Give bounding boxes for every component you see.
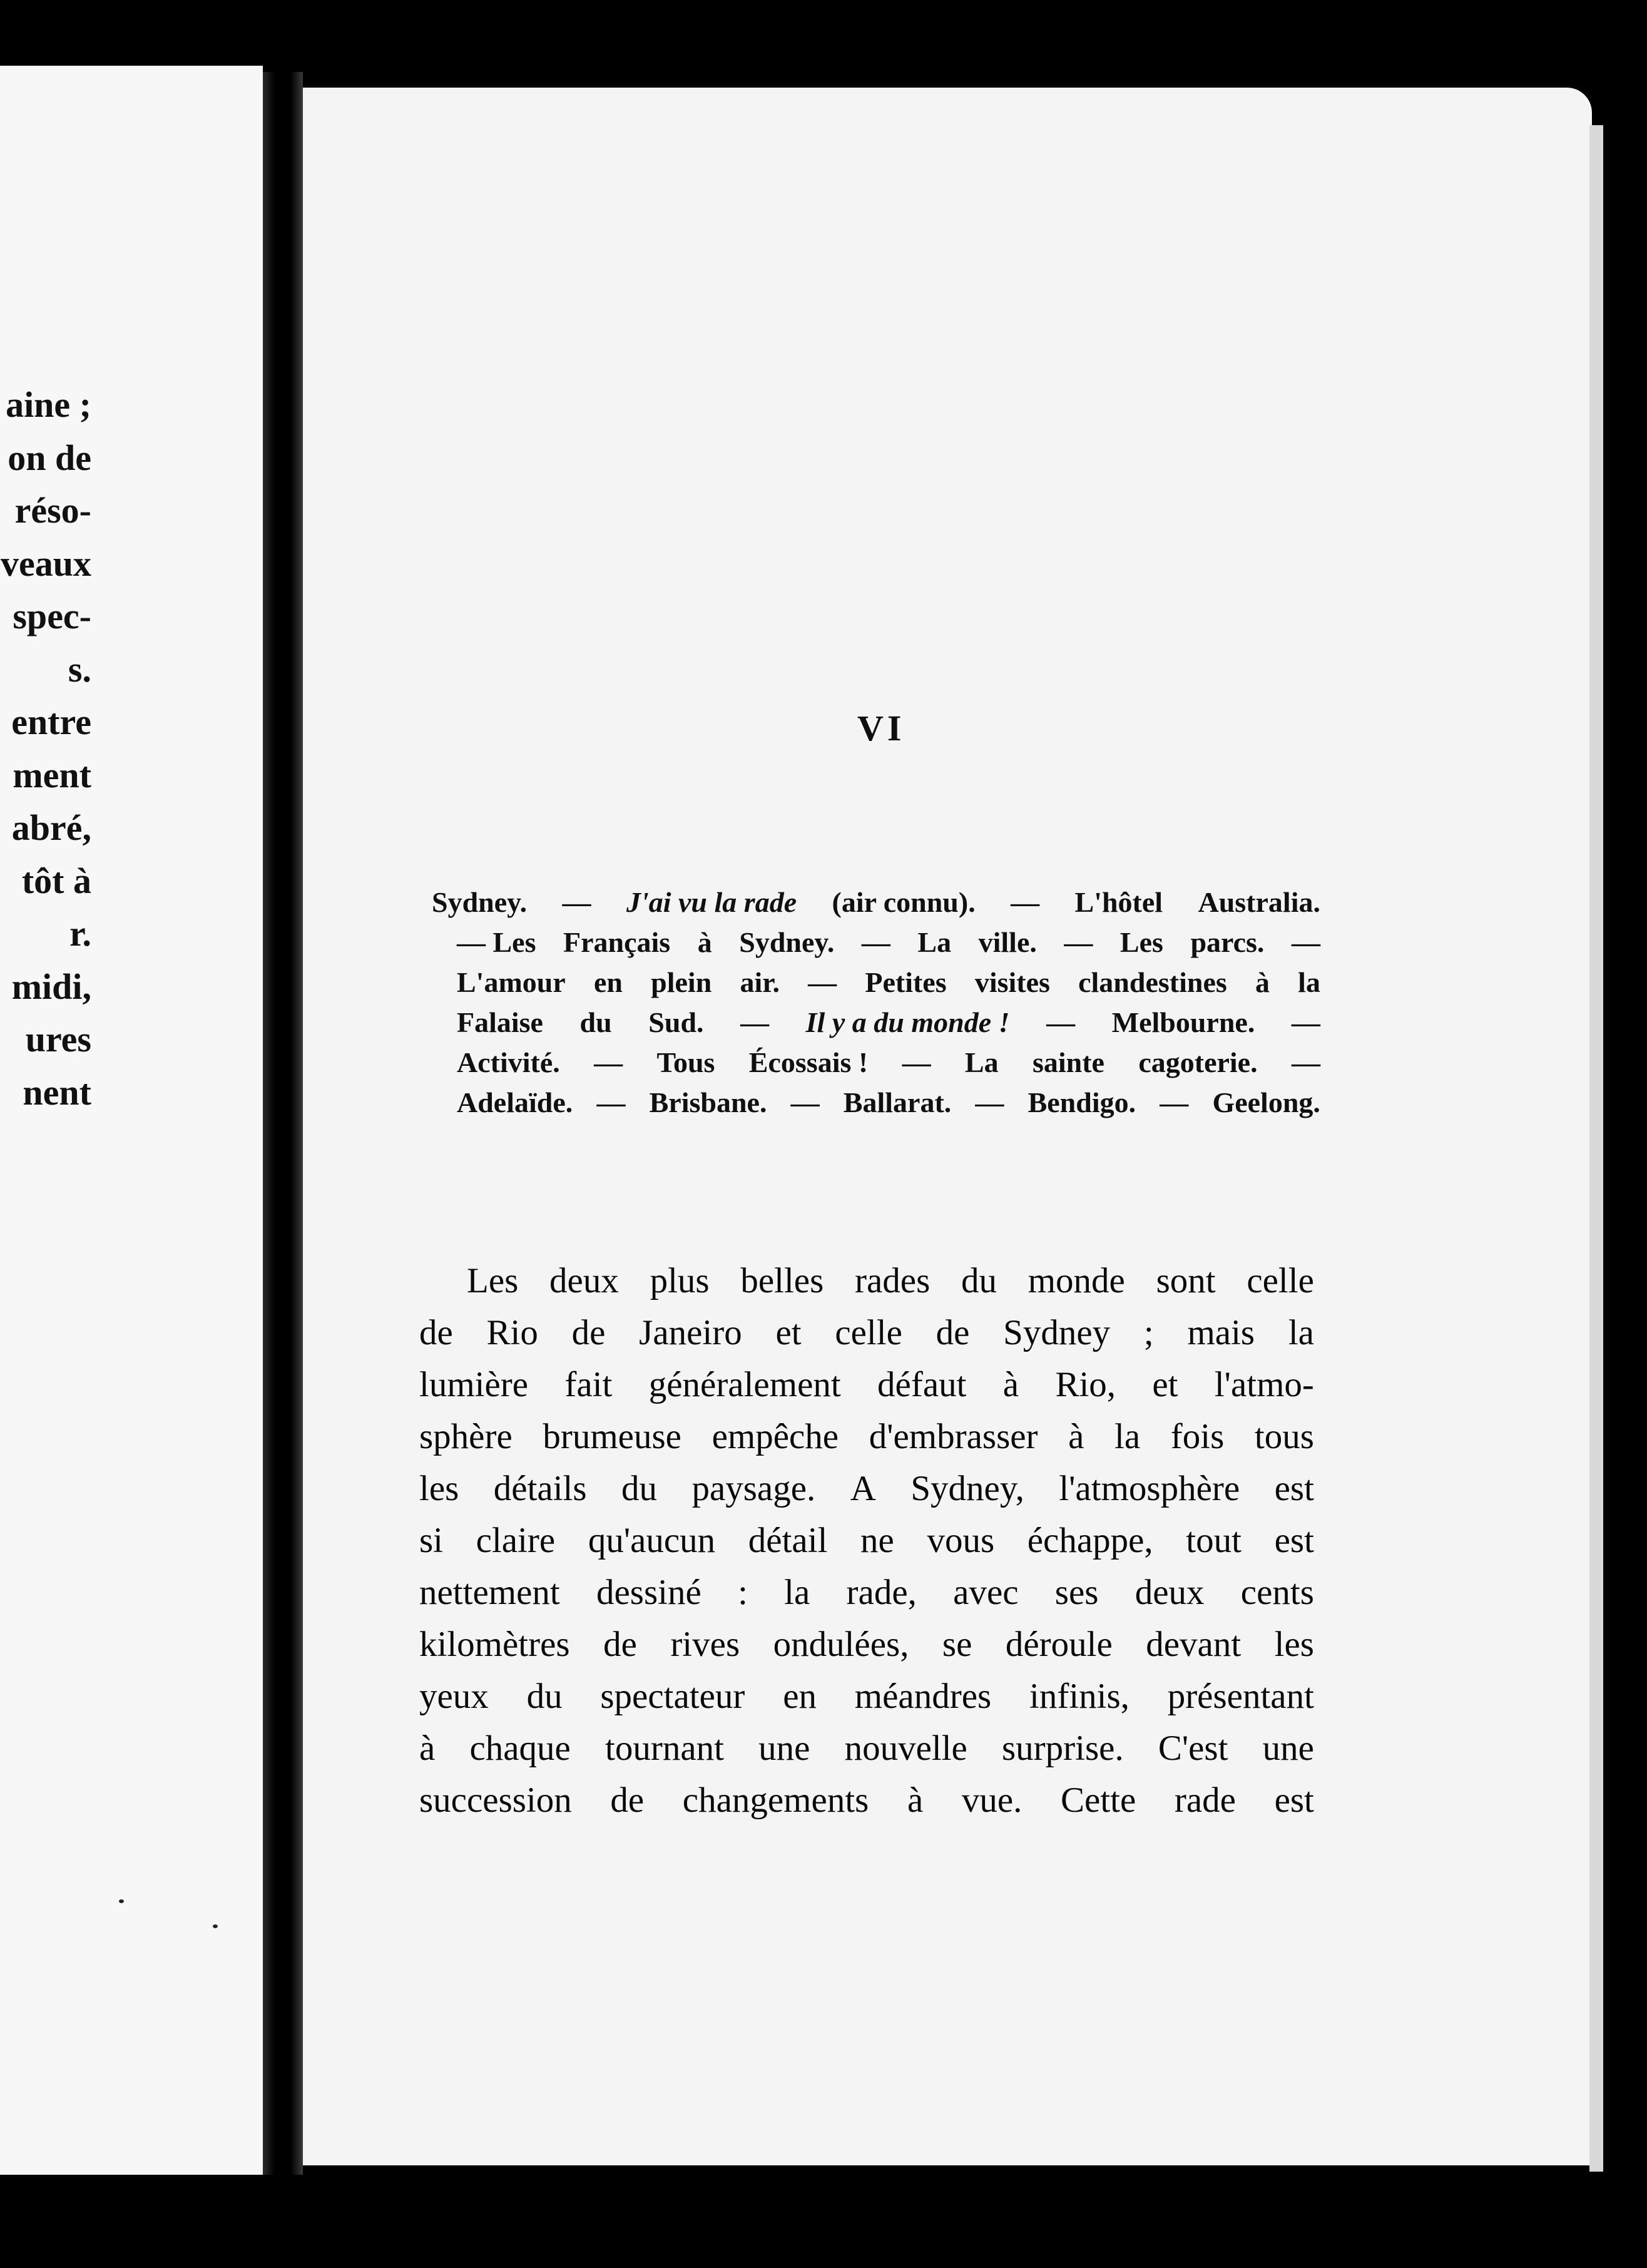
body-word: qu'aucun [588, 1521, 716, 1560]
chapter-summary [432, 882, 1320, 1123]
summary-word: L'amour [457, 966, 566, 998]
summary-word: Geelong. [1212, 1086, 1320, 1118]
summary-word: à [697, 926, 712, 958]
summary-word: air. [740, 966, 780, 998]
text-line: s. [68, 648, 91, 690]
body-word: les [1274, 1625, 1314, 1664]
body-word: kilomètres [419, 1625, 570, 1664]
summary-word: — [562, 886, 591, 918]
body-word: à [419, 1729, 436, 1768]
body-word: à [1002, 1365, 1019, 1404]
body-word: mais [1187, 1313, 1255, 1352]
body-word: dessiné [596, 1573, 701, 1612]
summary-word: La [964, 1046, 999, 1078]
summary-word: — [902, 1046, 931, 1078]
text-line: veaux [1, 543, 91, 584]
body-word: généralement [648, 1365, 841, 1404]
body-word: présentant [1167, 1677, 1314, 1716]
previous-page [0, 66, 263, 2175]
body-word: vue. [961, 1780, 1022, 1820]
body-word: de [936, 1313, 970, 1352]
body-word: fois [1170, 1417, 1225, 1456]
chapter-number: VI [857, 708, 905, 748]
body-word: belles [740, 1261, 824, 1300]
text-line: r. [69, 913, 91, 954]
summary-word: visites [974, 966, 1050, 998]
body-word: claire [476, 1521, 556, 1560]
body-word: celle [835, 1313, 902, 1352]
summary-word: Sud. [648, 1006, 704, 1038]
summary-word: — [1046, 1006, 1076, 1038]
summary-word: — [594, 1046, 623, 1078]
current-page [303, 88, 1592, 2165]
body-word: si [419, 1521, 444, 1560]
body-word: rades [855, 1261, 931, 1300]
body-word: Les [467, 1261, 519, 1300]
text-line: midi, [11, 966, 91, 1007]
body-line [419, 1670, 1314, 1722]
summary-line [432, 922, 1320, 963]
summary-word: plein [651, 966, 712, 998]
body-word: à [907, 1780, 924, 1820]
summary-italic: J'ai vu la rade [626, 886, 797, 918]
body-word: Rio [486, 1313, 538, 1352]
body-word: une [758, 1729, 810, 1768]
body-word: succession [419, 1780, 572, 1820]
body-word: les [419, 1469, 459, 1508]
body-line [419, 1255, 1314, 1307]
body-word: l'atmosphère [1059, 1469, 1240, 1508]
body-line [419, 1411, 1314, 1463]
body-word: Janeiro [639, 1313, 742, 1352]
body-word: empêche [711, 1417, 839, 1456]
body-word: de [571, 1313, 606, 1352]
body-line [419, 1566, 1314, 1618]
body-word: la [1288, 1313, 1314, 1352]
text-line: entre [11, 702, 91, 742]
body-word: rives [670, 1625, 740, 1664]
text-line: abré, [11, 807, 91, 848]
body-word: rade [1174, 1780, 1236, 1820]
body-word: et [775, 1313, 802, 1352]
body-line [419, 1463, 1314, 1515]
summary-word: Sydney. [739, 926, 835, 958]
summary-line [432, 1083, 1320, 1123]
summary-italic: Il y a du monde ! [805, 1006, 1010, 1038]
previous-page-text [0, 379, 91, 1119]
summary-word: en [593, 966, 623, 998]
body-word: déroule [1005, 1625, 1113, 1664]
body-word: détail [748, 1521, 828, 1560]
summary-word: — [808, 966, 837, 998]
body-word: à [1068, 1417, 1084, 1456]
body-line [419, 1515, 1314, 1566]
body-word: sont [1156, 1261, 1216, 1300]
body-word: est [1274, 1780, 1314, 1820]
body-word: celle [1247, 1261, 1314, 1300]
body-word: Sydney, [910, 1469, 1024, 1508]
body-word: est [1274, 1469, 1314, 1508]
body-word: vous [927, 1521, 995, 1560]
summary-word: Tous [656, 1046, 715, 1078]
body-word: : [738, 1573, 748, 1612]
summary-word: — [1064, 926, 1093, 958]
summary-word: Français [563, 926, 671, 958]
body-word: est [1274, 1521, 1314, 1560]
body-word: rade, [846, 1573, 917, 1612]
summary-word: Adelaïde. [457, 1086, 573, 1118]
body-line [419, 1359, 1314, 1411]
summary-word: — [861, 926, 890, 958]
book-spine [263, 72, 303, 2175]
summary-line [432, 1043, 1320, 1083]
body-word: et [1152, 1365, 1178, 1404]
body-word: plus [650, 1261, 710, 1300]
summary-word: Brisbane. [649, 1086, 767, 1118]
body-word: changements [682, 1780, 869, 1820]
summary-word: L'hôtel [1074, 886, 1163, 918]
body-word: cents [1240, 1573, 1314, 1612]
body-word: du [526, 1677, 563, 1716]
body-word: avec [953, 1573, 1019, 1612]
body-word: ne [860, 1521, 894, 1560]
body-word: une [1262, 1729, 1314, 1768]
summary-word: — [1291, 926, 1320, 958]
ink-speck [213, 1924, 218, 1928]
body-word: de [610, 1780, 645, 1820]
body-word: devant [1146, 1625, 1242, 1664]
body-word: paysage. [691, 1469, 816, 1508]
summary-word: Sydney. [432, 886, 528, 918]
body-word: Rio, [1055, 1365, 1116, 1404]
body-word: sphère [419, 1417, 512, 1456]
body-word: monde [1027, 1261, 1125, 1300]
body-line [419, 1307, 1314, 1359]
ink-speck [119, 1899, 124, 1903]
body-word: lumière [419, 1365, 529, 1404]
body-word: nouvelle [844, 1729, 967, 1768]
body-word: brumeuse [543, 1417, 681, 1456]
body-word: tournant [605, 1729, 724, 1768]
summary-word: Les [1119, 926, 1163, 958]
text-line: tôt à [21, 860, 91, 901]
body-word: de [603, 1625, 637, 1664]
body-word: infinis, [1029, 1677, 1129, 1716]
text-line: nent [23, 1071, 91, 1113]
body-word: méandres [854, 1677, 992, 1716]
body-word: d'embrasser [869, 1417, 1038, 1456]
summary-word: sainte [1032, 1046, 1104, 1078]
body-word: en [783, 1677, 817, 1716]
summary-word: à [1255, 966, 1270, 998]
summary-word: du [579, 1006, 612, 1038]
summary-word: (air connu). [832, 886, 976, 918]
body-word: défaut [877, 1365, 967, 1404]
body-word: du [961, 1261, 997, 1300]
body-word: l'atmo- [1214, 1365, 1314, 1404]
summary-word: Melbourne. [1111, 1006, 1255, 1038]
summary-word: — [1160, 1086, 1189, 1118]
body-word: tous [1254, 1417, 1314, 1456]
summary-word: cagoterie. [1138, 1046, 1258, 1078]
summary-word: Bendigo. [1027, 1086, 1136, 1118]
summary-word: clandestines [1078, 966, 1227, 998]
summary-word: — [1011, 886, 1040, 918]
body-word: ses [1054, 1573, 1099, 1612]
summary-word: — Les [457, 926, 536, 958]
body-word: échappe, [1027, 1521, 1153, 1560]
summary-word: — [1291, 1006, 1320, 1038]
summary-word: — [740, 1006, 770, 1038]
text-line: réso- [14, 490, 91, 531]
summary-word: — [975, 1086, 1004, 1118]
body-line [419, 1722, 1314, 1774]
text-line: spec- [13, 596, 91, 636]
body-line [419, 1774, 1314, 1826]
text-line: ures [25, 1019, 91, 1060]
summary-word: Petites [865, 966, 947, 998]
summary-word: parcs. [1190, 926, 1265, 958]
body-word: deux [549, 1261, 619, 1300]
summary-word: ville. [978, 926, 1037, 958]
body-word: fait [564, 1365, 613, 1404]
summary-word: Activité. [457, 1046, 560, 1078]
text-line: aine ; [6, 384, 91, 425]
body-word: chaque [469, 1729, 571, 1768]
body-word: ; [1143, 1313, 1154, 1352]
text-line: on de [8, 437, 91, 478]
body-word: du [621, 1469, 657, 1508]
body-word: de [419, 1313, 453, 1352]
body-word: la [1114, 1417, 1141, 1456]
summary-line [432, 963, 1320, 1003]
body-word: surprise. [1001, 1729, 1124, 1768]
summary-word: — [790, 1086, 820, 1118]
page-edge [1589, 125, 1603, 2172]
summary-line [432, 1003, 1320, 1043]
summary-word: Falaise [457, 1006, 543, 1038]
summary-word: — [1291, 1046, 1320, 1078]
body-word: la [784, 1573, 810, 1612]
body-line [419, 1618, 1314, 1670]
body-word: Cette [1061, 1780, 1136, 1820]
body-word: se [942, 1625, 972, 1664]
body-paragraph [419, 1255, 1314, 1826]
summary-word: Écossais ! [748, 1046, 869, 1078]
body-word: ondulées, [773, 1625, 909, 1664]
summary-word: La [917, 926, 952, 958]
summary-word: Australia. [1198, 886, 1320, 918]
body-word: tout [1186, 1521, 1242, 1560]
body-word: A [850, 1469, 876, 1508]
body-word: spectateur [600, 1677, 745, 1716]
body-word: Sydney [1003, 1313, 1111, 1352]
text-line: ment [13, 754, 91, 795]
body-word: deux [1135, 1573, 1205, 1612]
summary-line [432, 882, 1320, 922]
body-word: nettement [419, 1573, 560, 1612]
body-word: C'est [1158, 1729, 1228, 1768]
body-word: yeux [419, 1677, 489, 1716]
body-word: détails [493, 1469, 587, 1508]
summary-word: la [1298, 966, 1320, 998]
summary-word: — [596, 1086, 626, 1118]
summary-word: Ballarat. [843, 1086, 952, 1118]
